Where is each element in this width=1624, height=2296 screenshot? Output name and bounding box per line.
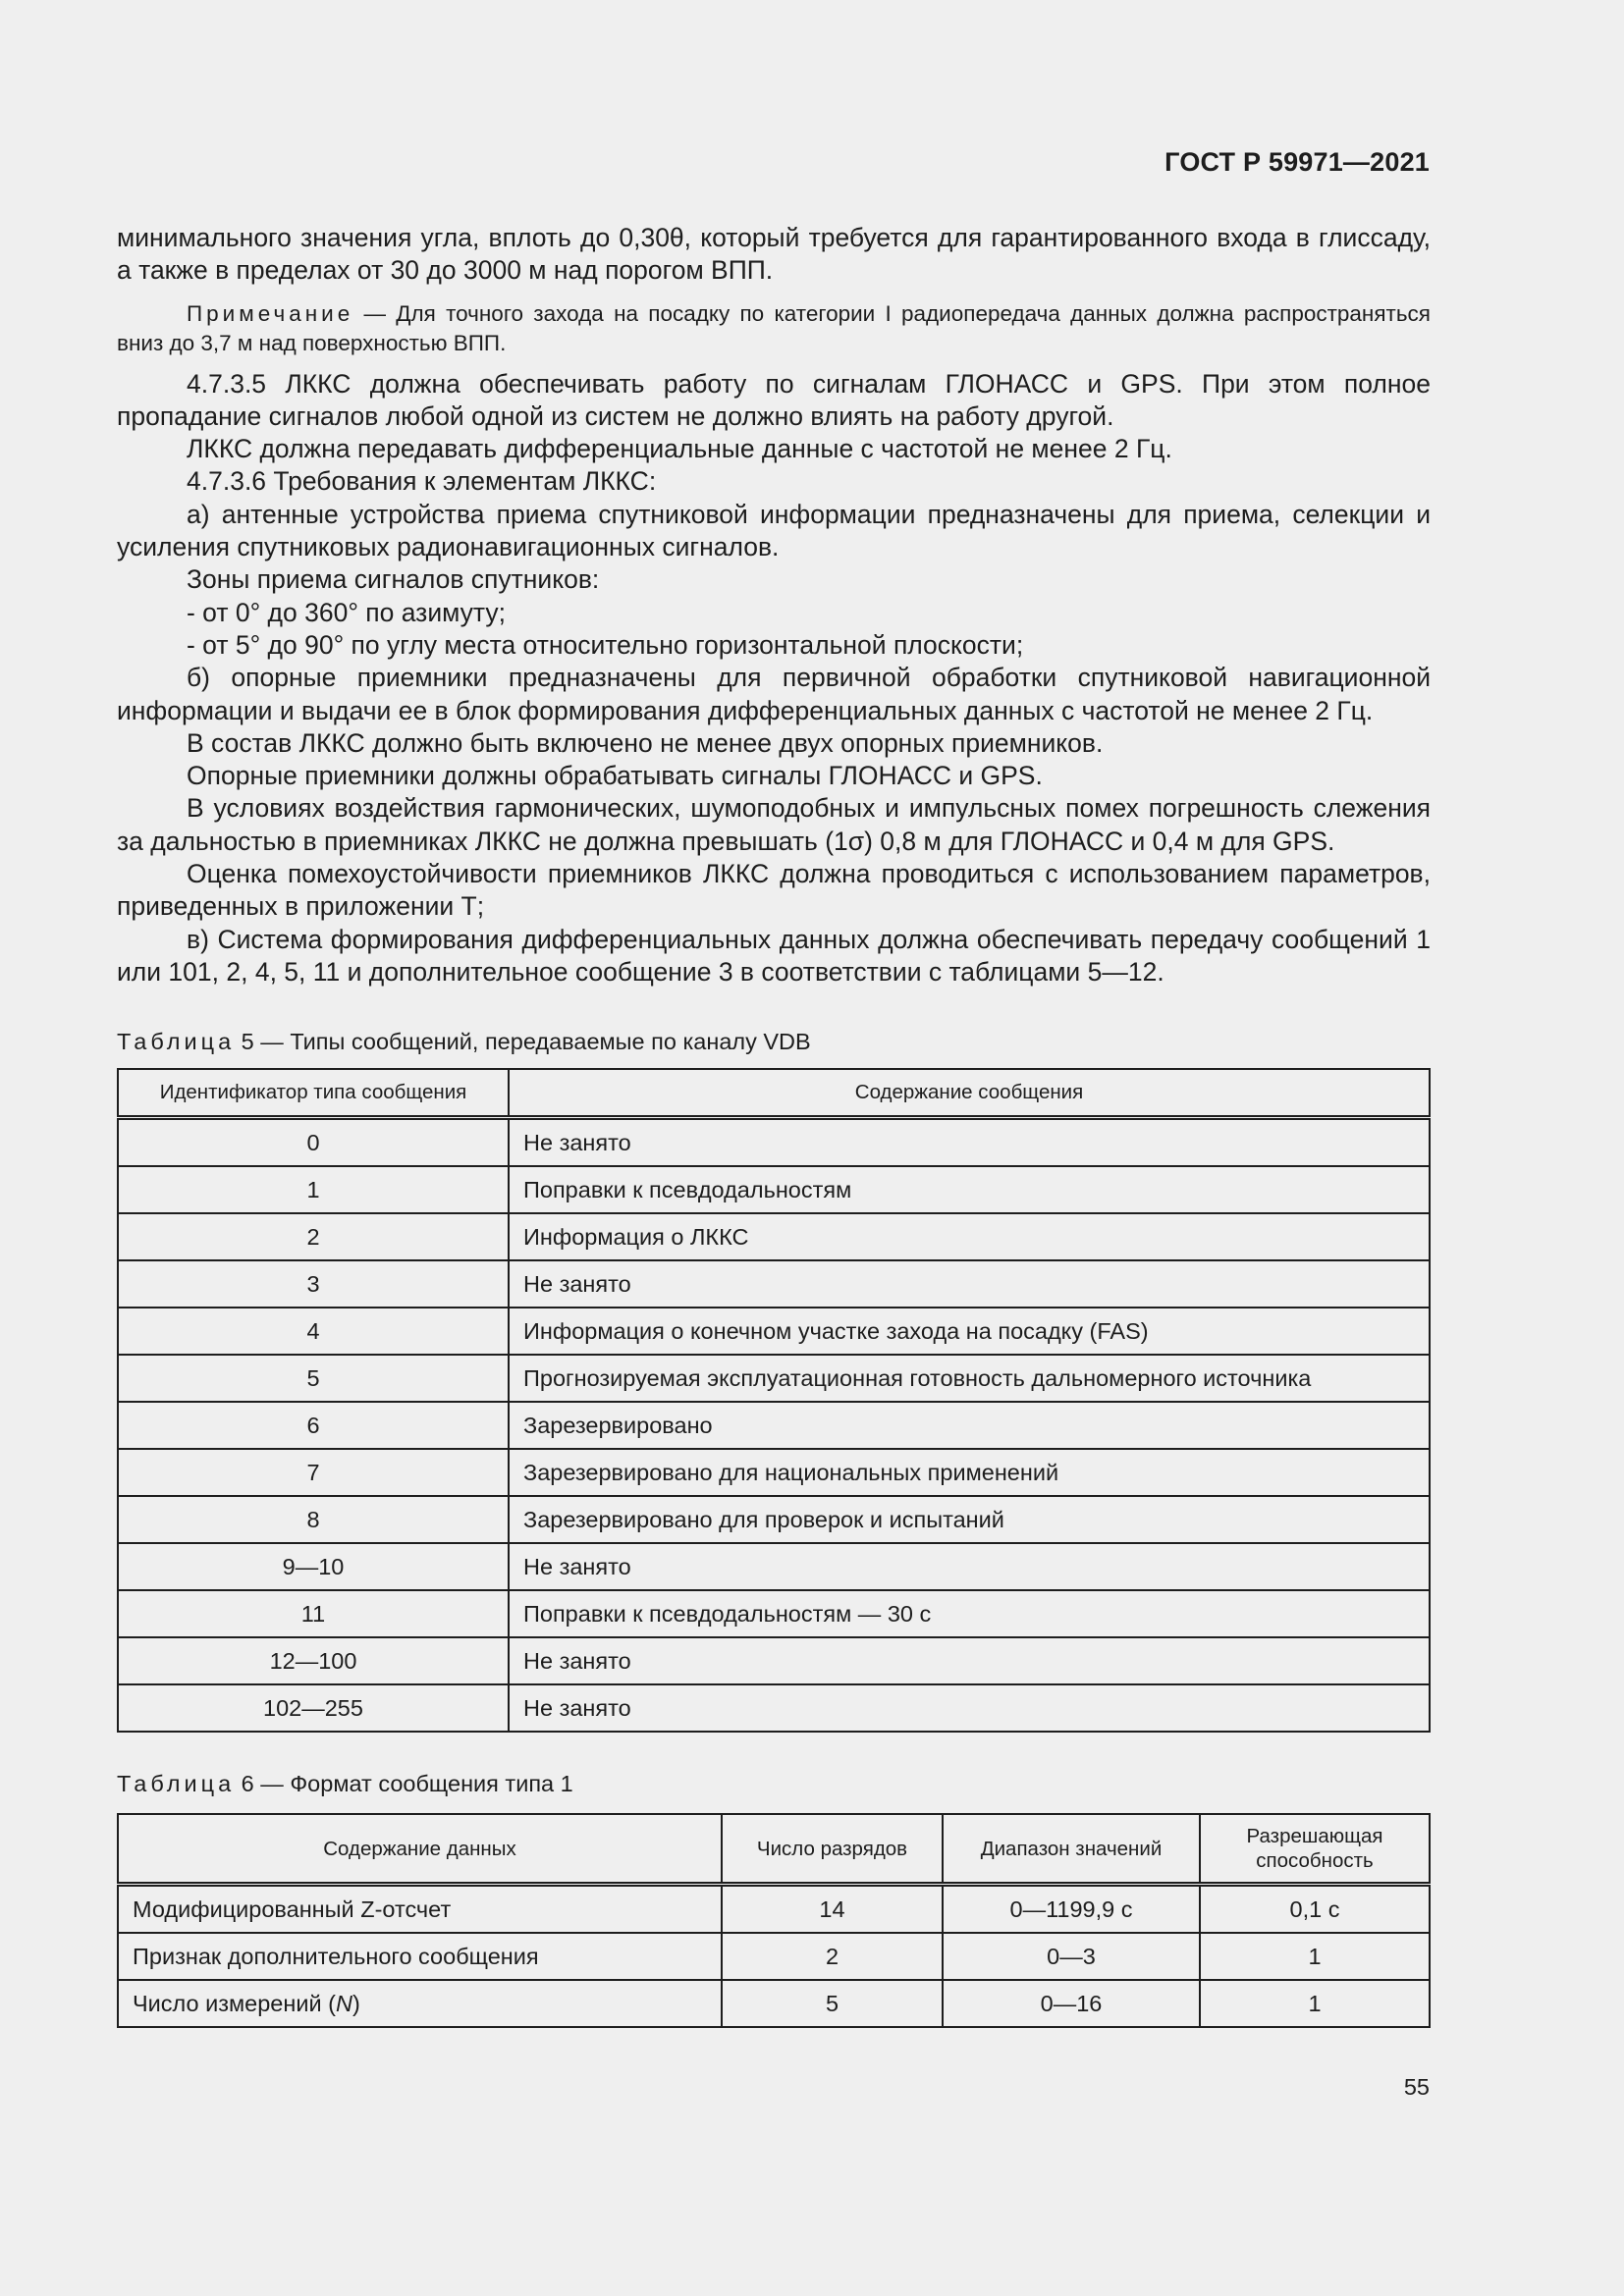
table-row — [118, 1118, 1430, 1167]
table5-caption-label: Таблица — [117, 1029, 236, 1054]
paragraph: а) антенные устройства приема спутниковой информации предназначены для приема, селекции и усиления спутниковых радионавигационных сигналов. — [117, 499, 1431, 562]
column-header: Диапазон значений — [943, 1814, 1200, 1885]
table5-caption — [117, 1027, 811, 1056]
table-header-row — [118, 1814, 1430, 1885]
table-row — [118, 1543, 1430, 1590]
paragraph: Опорные приемники должны обрабатывать сигналы ГЛОНАСС и GPS. — [187, 761, 1043, 791]
column-header: Разрешающая способность — [1200, 1814, 1430, 1885]
paragraph: 4.7.3.6 Требования к элементам ЛККС: — [187, 466, 657, 497]
cell-data-content: Признак дополнительного сообщения — [118, 1933, 722, 1980]
paragraph: 4.7.3.5 ЛККС должна обеспечивать работу по сигналам ГЛОНАСС и GPS. При этом полное пропадание сигналов любой одной из систем не должно влиять на работу другой. — [117, 368, 1431, 431]
note-text: — Для точного захода на посадку по категории I радиопередача данных должна распространяться вниз до 3,7 м над поверхностью ВПП. — [117, 300, 1431, 355]
table-row — [118, 1308, 1430, 1355]
table-row — [118, 1213, 1430, 1260]
table-row — [118, 1166, 1430, 1213]
column-header: Содержание сообщения — [509, 1069, 1430, 1118]
list-item: - от 0° до 360° по азимуту; — [187, 597, 506, 627]
cell-id: 12—100 — [118, 1637, 509, 1684]
cell-id: 1 — [118, 1166, 509, 1213]
table6 — [117, 1813, 1431, 2028]
table6-caption — [117, 1769, 573, 1798]
table5 — [117, 1068, 1431, 1733]
cell-text: ) — [352, 1990, 360, 2016]
cell-content: Прогнозируемая эксплуатационная готовность дальномерного источника — [509, 1355, 1430, 1402]
cell-bits: 2 — [722, 1933, 943, 1980]
paragraph: В условиях воздействия гармонических, шумоподобных и импульсных помех погрешность слежения за дальностью в приемниках ЛККС не должна превышать (1σ) 0,8 м для ГЛОНАСС и 0,4 м для GPS. — [117, 793, 1431, 856]
column-header: Идентификатор типа сообщения — [118, 1069, 509, 1118]
cell-id: 0 — [118, 1118, 509, 1167]
cell-id: 7 — [118, 1449, 509, 1496]
cell-content: Зарезервировано для национальных применений — [509, 1449, 1430, 1496]
body-text — [117, 222, 1431, 988]
cell-range: 0—1199,9 с — [943, 1885, 1200, 1934]
table-row — [118, 1260, 1430, 1308]
cell-bits: 5 — [722, 1980, 943, 2027]
table-row — [118, 1449, 1430, 1496]
cell-content: Не занято — [509, 1637, 1430, 1684]
cell-data-content — [118, 1980, 722, 2027]
cell-content: Не занято — [509, 1118, 1430, 1167]
cell-resolution: 1 — [1200, 1980, 1430, 2027]
table-row — [118, 1684, 1430, 1732]
cell-bits: 14 — [722, 1885, 943, 1934]
cell-id: 5 — [118, 1355, 509, 1402]
cell-id: 102—255 — [118, 1684, 509, 1732]
cell-range: 0—3 — [943, 1933, 1200, 1980]
cell-content: Поправки к псевдодальностям — [509, 1166, 1430, 1213]
cell-content: Не занято — [509, 1684, 1430, 1732]
cell-content: Не занято — [509, 1260, 1430, 1308]
cell-id: 4 — [118, 1308, 509, 1355]
cell-content: Информация о конечном участке захода на посадку (FAS) — [509, 1308, 1430, 1355]
table-row — [118, 1637, 1430, 1684]
cell-content: Поправки к псевдодальностям — 30 с — [509, 1590, 1430, 1637]
table5-caption-text: 5 — Типы сообщений, передаваемые по каналу VDB — [235, 1029, 811, 1054]
note — [117, 299, 1431, 358]
table-header-row — [118, 1069, 1430, 1118]
cell-content: Не занято — [509, 1543, 1430, 1590]
table-row — [118, 1980, 1430, 2027]
cell-id: 2 — [118, 1213, 509, 1260]
cell-text-italic: N — [335, 1990, 352, 2016]
paragraph: Оценка помехоустойчивости приемников ЛККС должна проводиться с использованием параметров, приведенных в приложении Т; — [117, 859, 1431, 922]
cell-text: Число измерений ( — [133, 1990, 336, 2016]
table-row — [118, 1496, 1430, 1543]
paragraph: ЛККС должна передавать дифференциальные данные с частотой не менее 2 Гц. — [187, 434, 1172, 464]
cell-data-content: Модифицированный Z-отсчет — [118, 1885, 722, 1934]
paragraph: в) Система формирования дифференциальных данных должна обеспечивать передачу сообщений 1 или 101, 2, 4, 5, 11 и дополнительное сообщение 3 в соответствии с таблицами 5—12. — [117, 924, 1431, 987]
paragraph: б) опорные приемники предназначены для первичной обработки спутниковой навигационной информации и выдачи ее в блок формирования дифференциальных данных с частотой не менее 2 Гц. — [117, 663, 1431, 725]
column-header: Число разрядов — [722, 1814, 943, 1885]
paragraph: В состав ЛККС должно быть включено не менее двух опорных приемников. — [187, 727, 1104, 758]
note-label: Примечание — [187, 300, 354, 326]
table-row — [118, 1933, 1430, 1980]
table-row — [118, 1402, 1430, 1449]
cell-content: Зарезервировано — [509, 1402, 1430, 1449]
cell-id: 11 — [118, 1590, 509, 1637]
table-row — [118, 1885, 1430, 1934]
cell-range: 0—16 — [943, 1980, 1200, 2027]
page-number: 55 — [1403, 2074, 1430, 2100]
cell-resolution: 0,1 с — [1200, 1885, 1430, 1934]
cell-id: 3 — [118, 1260, 509, 1308]
table-row — [118, 1355, 1430, 1402]
cell-id: 9—10 — [118, 1543, 509, 1590]
cell-content: Зарезервировано для проверок и испытаний — [509, 1496, 1430, 1543]
column-header: Содержание данных — [118, 1814, 722, 1885]
paragraph: Зоны приема сигналов спутников: — [187, 564, 600, 595]
list-item: - от 5° до 90° по углу места относительно горизонтальной плоскости; — [187, 629, 1024, 660]
table-row — [118, 1590, 1430, 1637]
cell-content: Информация о ЛККС — [509, 1213, 1430, 1260]
cell-id: 6 — [118, 1402, 509, 1449]
table6-caption-label: Таблица — [117, 1771, 236, 1796]
paragraph: минимального значения угла, вплоть до 0,30θ, который требуется для гарантированного входа в глиссаду, а также в пределах от 30 до 3000 м над порогом ВПП. — [117, 223, 1431, 286]
table6-caption-text: 6 — Формат сообщения типа 1 — [235, 1771, 573, 1796]
cell-resolution: 1 — [1200, 1933, 1430, 1980]
cell-id: 8 — [118, 1496, 509, 1543]
document-code: ГОСТ Р 59971—2021 — [1164, 147, 1430, 177]
